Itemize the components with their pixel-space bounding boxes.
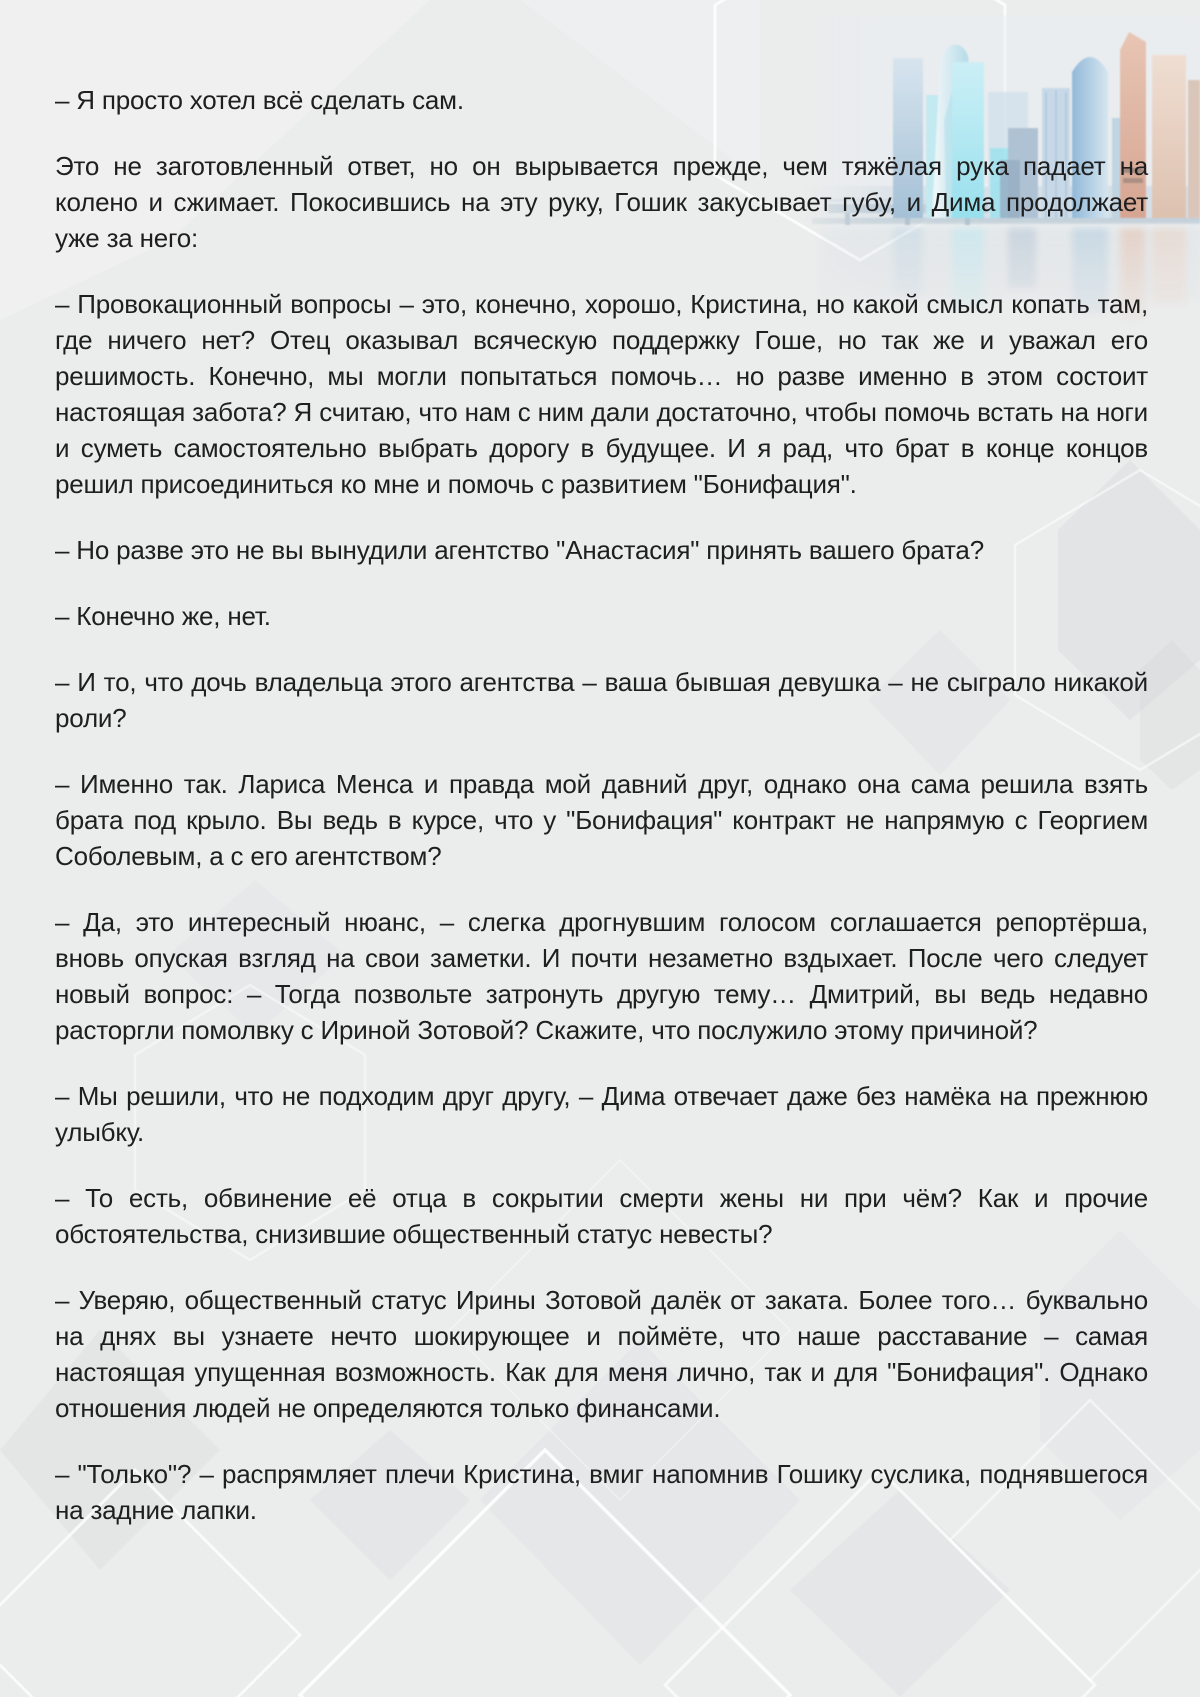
story-text-block <box>55 82 1148 1558</box>
paragraph: – "Только"? – распрямляет плечи Кристина, вмиг напомнив Гошику суслика, поднявшегося на задние лапки. <box>55 1459 1148 1525</box>
paragraph: – То есть, обвинение её отца в сокрытии смерти жены ни при чём? Как и прочие обстоятельства, снизившие общественный статус невесты? <box>55 1183 1148 1249</box>
paragraph: – И то, что дочь владельца этого агентства – ваша бывшая девушка – не сыграло никакой роли? <box>55 667 1148 733</box>
paragraph: – Да, это интересный нюанс, – слегка дрогнувшим голосом соглашается репортёрша, вновь опуская взгляд на свои заметки. И почти незаметно вздыхает. После чего следует новый вопрос: – Тогда позвольте затронуть другую тему… Дмитрий, вы ведь недавно расторгли помолвку с Ириной Зотовой? Скажите, что послужило этому причиной? <box>55 907 1148 1045</box>
paragraph: Это не заготовленный ответ, но он вырывается прежде, чем тяжёлая рука падает на колено и сжимает. Покосившись на эту руку, Гошик закусывает губу, и Дима продолжает уже за него: <box>55 151 1148 253</box>
paragraph: – Уверяю, общественный статус Ирины Зотовой далёк от заката. Более того… буквально на днях вы узнаете нечто шокирующее и поймёте, что наше расставание – самая настоящая упущенная возможность. Как для меня лично, так и для "Бонифация". Однако отношения людей не определяются только финансами. <box>55 1285 1148 1423</box>
paragraph: – Конечно же, нет. <box>55 601 271 631</box>
paragraph: – Именно так. Лариса Менса и правда мой давний друг, однако она сама решила взять брата под крыло. Вы ведь в курсе, что у "Бонифация" контракт не напрямую с Георгием Соболевым, а с его агентством? <box>55 769 1148 871</box>
paragraph: – Но разве это не вы вынудили агентство "Анастасия" принять вашего брата? <box>55 535 984 565</box>
paragraph: – Мы решили, что не подходим друг другу, – Дима отвечает даже без намёка на прежнюю улыбку. <box>55 1081 1148 1147</box>
paragraph: – Я просто хотел всё сделать сам. <box>55 85 464 115</box>
paragraph: – Провокационный вопросы – это, конечно, хорошо, Кристина, но какой смысл копать там, где ничего нет? Отец оказывал всяческую поддержку Гоше, но так же и уважал его решимость. Конечно, мы могли попытаться помочь… но разве именно в этом состоит настоящая забота? Я считаю, что нам с ним дали достаточно, чтобы помочь встать на ноги и суметь самостоятельно выбрать дорогу в будущее. И я рад, что брат в конце концов решил присоединиться ко мне и помочь с развитием "Бонифация". <box>55 289 1148 499</box>
